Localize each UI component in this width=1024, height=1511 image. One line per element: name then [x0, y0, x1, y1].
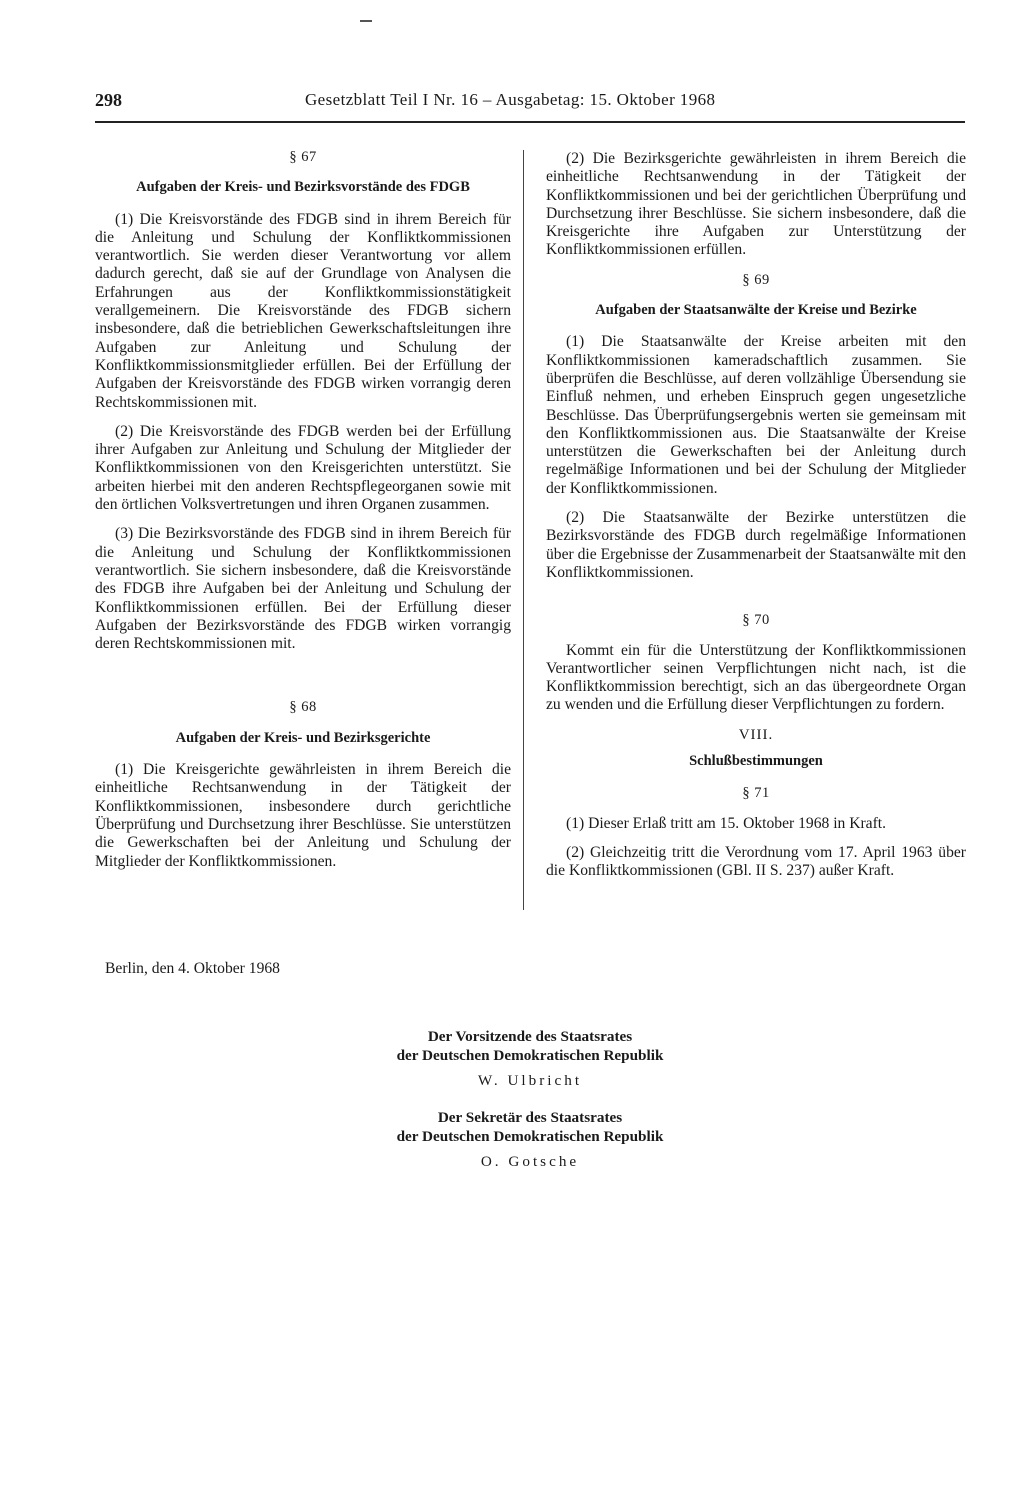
- section-68-number: § 68: [289, 699, 317, 716]
- print-mark: [360, 20, 372, 22]
- section-71-number: § 71: [742, 785, 770, 802]
- header-rule: [95, 121, 965, 123]
- section-67-number: § 67: [289, 149, 317, 165]
- section-71-paragraph-2: (2) Gleichzeitig tritt die Verordnung vom 17. April 1963 über die Konfliktkommissionen (GBl. II S. 237) außer Kraft.: [546, 843, 966, 880]
- signatory-1-name: W. Ulbricht: [477, 1072, 583, 1089]
- section-69-title: Aufgaben der Staatsanwälte der Kreise und Bezirke: [595, 302, 917, 319]
- right-column: [546, 150, 966, 892]
- section-67-title: Aufgaben der Kreis- und Bezirksvorstände des FDGB: [136, 179, 470, 196]
- signatory-1-title-line-2: der Deutschen Demokratischen Republik: [396, 1047, 664, 1064]
- section-69-paragraph-1: (1) Die Staatsanwälte der Kreise arbeiten mit den Konfliktkommissionen kameradschaftlich zusammen. Sie überprüfen die Beschlüsse, auf deren vollzählige Übersendung sie Einfluß nehmen, und erheben Einspruch gegen ungesetzliche Beschlüsse. Das Überprüfungsergebnis werten sie gemeinsam mit den Konfliktkommissionen aus. Die Staatsanwälte der Kreise unterstützen die Gewerkschaften bei der Anleitung durch regelmäßige Informationen und bei der Schulung der Mitglieder der Konfliktkommissionen.: [546, 333, 966, 497]
- signatory-2-name: O. Gotsche: [480, 1153, 580, 1170]
- section-68-title: Aufgaben der Kreis- und Bezirksgerichte: [175, 729, 431, 746]
- page-header: [95, 88, 965, 114]
- signature-block: [300, 1027, 760, 1189]
- section-68-paragraph-1: (1) Die Kreisgerichte gewährleisten in ihrem Bereich die einheitliche Rechtsanwendung in der Tätigkeit der Konfliktkommissionen, insbesondere durch gerichtliche Überprüfung und Durchsetzung ihrer Beschlüsse. Sie unterstützen die Gewerkschaften bei der Anleitung und Schulung der Mitglieder der Konfliktkommissionen.: [95, 761, 511, 870]
- section-67-paragraph-1: (1) Die Kreisvorstände des FDGB sind in ihrem Bereich für die Anleitung und Schulung der Konfliktkommissionen verantwortlich. Sie werden dieser Verantwortung vor allem dadurch gerecht, daß sie auf der Grundlage von Analysen die Erfahrungen aus der Konfliktkommissionstätigkeit verallgemeinern. Die Kreisvorstände des FDGB sichern insbesondere, daß die betrieblichen Gewerkschaftsleitungen ihre Aufgaben zur Anleitung und Schulung der Konfliktkommissionsmitglieder erfüllen. Bei der Erfüllung der Aufgaben der Kreisvorstände des FDGB wirken vorrangig deren Rechtskommissionen mit.: [95, 210, 511, 411]
- section-67-paragraph-2: (2) Die Kreisvorstände des FDGB werden bei der Erfüllung ihrer Aufgaben zur Anleitung und Schulung der Mitglieder der Konfliktkommissionen von den Kreisgerichten unterstützt. Sie arbeiten hierbei mit den anderen Rechtspflegeorganen sowie mit den örtlichen Volksvertretungen und ihren Organen zusammen.: [95, 422, 511, 514]
- signatory-1-title-line-1: Der Vorsitzende des Staatsrates: [427, 1028, 633, 1045]
- signatory-2-title-line-1: Der Sekretär des Staatsrates: [437, 1109, 623, 1126]
- section-69-number: § 69: [742, 271, 770, 288]
- section-71-paragraph-1: (1) Dieser Erlaß tritt am 15. Oktober 1968 in Kraft.: [566, 814, 887, 832]
- left-column: [95, 148, 511, 882]
- running-title: Gesetzblatt Teil I Nr. 16 – Ausgabetag: 15. Oktober 1968: [305, 90, 716, 109]
- section-68-paragraph-2: (2) Die Bezirksgerichte gewährleisten in ihrem Bereich die einheitliche Rechtsanwendung in der Tätigkeit der Konfliktkommissionen und bei der gerichtlichen Überprüfung und Durchsetzung ihrer Beschlüsse. Sie sichern insbesondere, daß die Kreisgerichte ihre Aufgaben zur Unterstützung der Konfliktkommissionen erfüllen.: [546, 150, 966, 259]
- section-70-number: § 70: [742, 612, 770, 629]
- page-number: 298: [95, 90, 122, 110]
- part-8-numeral: VIII.: [738, 726, 774, 743]
- signatory-2-title-line-2: der Deutschen Demokratischen Republik: [396, 1128, 664, 1145]
- column-divider: [523, 150, 524, 910]
- place-and-date: Berlin, den 4. Oktober 1968: [105, 960, 280, 977]
- section-69-paragraph-2: (2) Die Staatsanwälte der Bezirke unterstützen die Bezirksvorstände des FDGB durch regelmäßige Informationen über die Ergebnisse der Zusammenarbeit der Staatsanwälte mit den Konfliktkommissionen.: [546, 509, 966, 581]
- section-70-paragraph-1: Kommt ein für die Unterstützung der Konfliktkommissionen Verantwortlicher seinen Verpflichtungen nicht nach, ist die Konfliktkommission berechtigt, sich an das übergeordnete Organ zu wenden und die Erfüllung dieser Verpflichtungen zu fordern.: [546, 641, 966, 714]
- section-67-paragraph-3: (3) Die Bezirksvorstände des FDGB sind in ihrem Bereich für die Anleitung und Schulung der Konfliktkommissionen verantwortlich. Sie sichern insbesondere, daß die Kreisvorstände des FDGB ihre Aufgaben bei der Anleitung und Schulung der Konfliktkommissionen erfüllen. Bei der Erfüllung dieser Aufgaben der Bezirksvorstände des FDGB wirken vorrangig deren Rechtskommissionen mit.: [95, 525, 511, 653]
- part-8-title: Schlußbestimmungen: [689, 753, 823, 770]
